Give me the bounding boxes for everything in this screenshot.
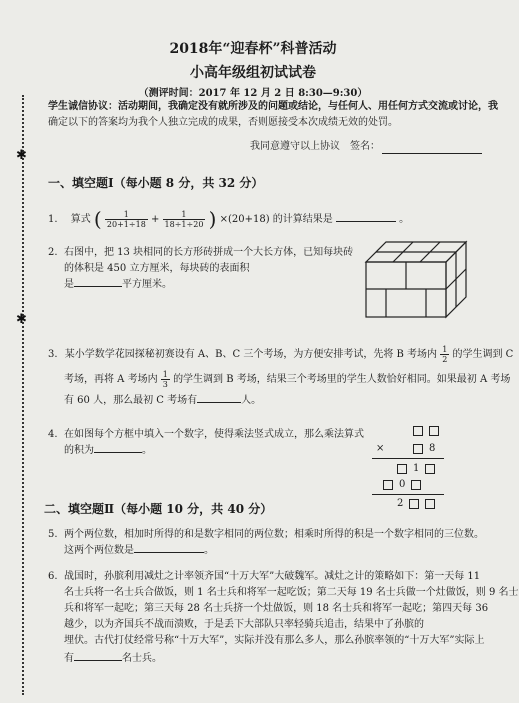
q1-suffix: ×(20+18) 的计算结果是 [219, 214, 333, 225]
digit-box[interactable] [411, 480, 421, 490]
mult-rule-2 [372, 494, 444, 495]
question-5-number: 5. [48, 529, 58, 540]
q4-line-2: 的积为 。 [64, 445, 152, 456]
q6-line-2: 名士兵将一名士兵合做饭，则 1 名士兵和将军一起吃饭；第二天每 19 名士兵做一个灶做饭，则 9 名士 [64, 587, 519, 598]
question-1: 1. 算式 ( $\frac{1}{20+1\div 18}$ + $\frac{1}{18\div 1\div 20}$ ) ×(20+18) 的计算结果是 。 [48, 207, 410, 231]
agreement-pledge: 我同意遵守以上协议 [250, 141, 340, 152]
close-paren: ) [208, 207, 217, 231]
q6-line-4: 越少，以为齐国兵不战而溃败，于是丢下大部队只率轻骑兵追击，结果中了孙膑的 [64, 619, 424, 630]
q1-prefix: 算式 [70, 214, 91, 225]
q1-fraction-2: $\frac{1}{18\div 1\div 20}$ [164, 210, 204, 229]
exam-title: 2018年“迎春杯”科普活动 [169, 41, 337, 57]
mult-times-sign: × [376, 443, 385, 454]
q3-answer-blank[interactable] [197, 402, 241, 403]
mult-row-2: 8 [410, 442, 438, 455]
mult-row-4: 0 [380, 478, 424, 491]
digit-box[interactable] [383, 480, 393, 490]
section-1-title: 一、填空题Ⅰ（每小题 8 分，共 32 分） [48, 176, 264, 190]
question-4-number: 4. [48, 429, 58, 440]
q6-line-5: 埋伏。古代打仗经常号称“十万大军”，实际并没有那么多人，那么孙膑率领的“十万大军”实际上 [64, 635, 485, 646]
signature-line[interactable] [382, 153, 482, 154]
question-2-number: 2. [48, 247, 58, 258]
q6-line-3: 兵和将军一起吃；第三天每 28 名士兵挤一个灶做饭，则 18 名士兵和将军一起吃；第四天每 36 [64, 603, 489, 614]
q5-answer-blank[interactable] [134, 552, 204, 553]
q5-line-1: 两个两位数，相加时所得的和是数字相同的两位数；相乘时所得的积是一个数字相同的三位数。 [64, 529, 484, 540]
q6-line-6: 有 名士兵。 [64, 653, 162, 664]
mult-row-1 [410, 424, 442, 437]
digit-box[interactable] [413, 444, 423, 454]
mult-row-5: 2 [394, 497, 438, 510]
digit-box[interactable] [425, 499, 435, 509]
plus-sign: + [150, 214, 160, 225]
question-3: 3. 某小学数学花园探秘初赛设有 A、B、C 三个考场，为方便安排考试，先将 B 考场内 $\frac{1}{2}$ 的学生调到 C [48, 345, 514, 364]
q1-answer-blank[interactable] [336, 221, 396, 222]
q1-fraction-1: $\frac{1}{20+1\div 18}$ [106, 210, 146, 229]
mult-rule-1 [372, 458, 444, 459]
section-2-title: 二、填空题Ⅱ（每小题 10 分，共 40 分） [44, 502, 273, 516]
q4-answer-blank[interactable] [94, 452, 142, 453]
exam-subtitle: 小高年级组初试试卷 [190, 65, 316, 81]
binding-line [22, 95, 24, 695]
agreement-line-2: 确定以下的答案均为我个人独立完成的成果，否则愿接受本次成绩无效的处罚。 [48, 117, 398, 128]
question-number: 1. [48, 214, 58, 225]
q3-line-2: 考场，再将 A 考场内 $\frac{1}{3}$ 的学生调到 B 考场，结果三个考场里的学生人数恰好相同。如果最初 A 考场 [64, 370, 511, 389]
q2-answer-blank[interactable] [74, 286, 122, 287]
q3-fraction-third: $\frac{1}{3}$ [162, 370, 168, 389]
q2-line-1: 右图中，把 13 块相同的长方形砖拼成一个大长方体，已知每块砖 [64, 247, 354, 258]
brick-cuboid-figure [358, 234, 470, 322]
binding-star-mark: ✱ [16, 312, 27, 327]
q3-line-3: 有 60 人，那么最初 C 考场有 人。 [64, 395, 262, 406]
digit-box[interactable] [397, 464, 407, 474]
mult-row-3: 1 [394, 462, 438, 475]
signature-label: 签名： [350, 141, 380, 152]
q5-line-2: 这两个两位数是 。 [64, 545, 214, 556]
exam-time: （测评时间：2017 年 12 月 2 日 8:30—9:30） [138, 88, 368, 99]
binding-star-mark: ✱ [16, 148, 27, 163]
digit-box[interactable] [409, 499, 419, 509]
q6-line-1: 战国时，孙膑利用减灶之计率领齐国“十万大军”大破魏军。减灶之计的策略如下：第一天每 11 [64, 571, 481, 582]
q4-line-1: 在如图每个方框中填入一个数字，使得乘法竖式成立，那么乘法算式 [64, 429, 364, 440]
q2-line-2: 的体积是 450 立方厘米，每块砖的表面积 [64, 263, 250, 274]
digit-box[interactable] [429, 426, 439, 436]
agreement-line-1: 学生诚信协议：活动期间，我确定没有就所涉及的问题或结论，与任何人、用任何方式交流或讨论，我 [48, 101, 498, 112]
open-paren: ( [93, 207, 102, 231]
digit-box[interactable] [425, 464, 435, 474]
q3-fraction-half: $\frac{1}{2}$ [442, 345, 448, 364]
q2-line-3: 是 平方厘米。 [64, 279, 172, 290]
digit-box[interactable] [413, 426, 423, 436]
q6-answer-blank[interactable] [74, 660, 122, 661]
question-6-number: 6. [48, 571, 58, 582]
